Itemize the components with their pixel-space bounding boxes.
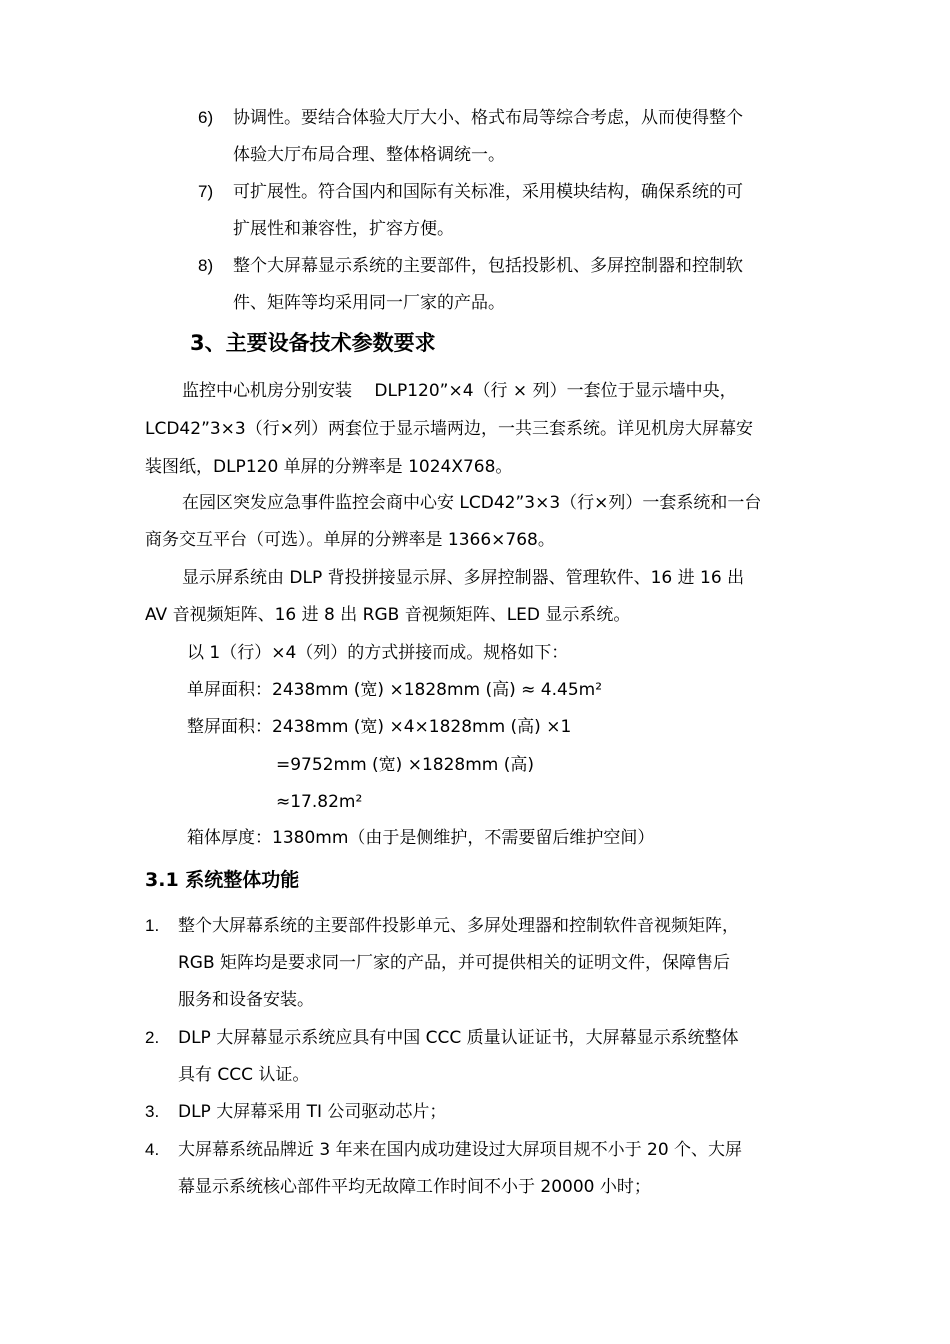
list-text: DLP 大屏幕显示系统应具有中国 CCC 质量认证证书，大屏幕显示系统整体 — [178, 1028, 739, 1048]
list-number: 1. — [145, 916, 160, 935]
paragraph-line: LCD42”3×3（行×列）两套位于显示墙两边，一共三套系统。详见机房大屏幕安 — [145, 419, 753, 439]
list-number: 4. — [145, 1140, 160, 1159]
list-text: 服务和设备安装。 — [178, 990, 314, 1010]
list-text: 幕显示系统核心部件平均无故障工作时间不小于 20000 小时； — [178, 1177, 651, 1197]
paragraph-line: =9752mm (宽) ×1828mm (高) — [276, 755, 534, 775]
list-text: DLP 大屏幕采用 TI 公司驱动芯片； — [178, 1102, 447, 1122]
list-text: 扩展性和兼容性，扩容方便。 — [233, 219, 454, 239]
list-text: 件、矩阵等均采用同一厂家的产品。 — [233, 293, 505, 313]
paragraph-line: 商务交互平台（可选）。单屏的分辨率是 1366×768。 — [145, 530, 555, 550]
list-text: RGB 矩阵均是要求同一厂家的产品，并可提供相关的证明文件，保障售后 — [178, 953, 731, 973]
list-number: 3. — [145, 1102, 160, 1121]
paragraph-line: ≈17.82m² — [276, 792, 363, 812]
list-text: 可扩展性。符合国内和国际有关标准，采用模块结构，确保系统的可 — [233, 182, 743, 202]
list-text: 整个大屏幕显示系统的主要部件，包括投影机、多屏控制器和控制软 — [233, 256, 743, 276]
paragraph-line: 整屏面积：2438mm (宽) ×4×1828mm (高) ×1 — [187, 717, 572, 737]
subsection-heading: 3.1 系统整体功能 — [145, 869, 300, 891]
list-number: 7) — [198, 182, 214, 201]
list-text: 整个大屏幕系统的主要部件投影单元、多屏处理器和控制软件音视频矩阵， — [178, 916, 739, 936]
list-text: 大屏幕系统品牌近 3 年来在国内成功建设过大屏项目规不小于 20 个、大屏 — [178, 1140, 743, 1160]
paragraph-line: 显示屏系统由 DLP 背投拼接显示屏、多屏控制器、管理软件、16 进 16 出 — [182, 568, 745, 588]
paragraph-line: 以 1（行）×4（列）的方式拼接而成。规格如下： — [187, 643, 569, 663]
list-text: 体验大厅布局合理、整体格调统一。 — [233, 145, 505, 165]
section-heading: 3、主要设备技术参数要求 — [190, 331, 436, 355]
paragraph-line: 单屏面积：2438mm (宽) ×1828mm (高) ≈ 4.45m² — [187, 680, 603, 700]
list-text: 具有 CCC 认证。 — [178, 1065, 310, 1085]
list-number: 6) — [198, 108, 214, 127]
list-number: 2. — [145, 1028, 160, 1047]
paragraph-line: 箱体厚度：1380mm（由于是侧维护，不需要留后维护空间） — [187, 828, 655, 848]
paragraph-line: AV 音视频矩阵、16 进 8 出 RGB 音视频矩阵、LED 显示系统。 — [145, 605, 631, 625]
list-text: 协调性。要结合体验大厅大小、格式布局等综合考虑，从而使得整个 — [233, 108, 743, 128]
paragraph-line: 在园区突发应急事件监控会商中心安 LCD42”3×3（行×列）一套系统和一台 — [182, 493, 762, 513]
paragraph-line: 装图纸，DLP120 单屏的分辨率是 1024X768。 — [145, 457, 513, 477]
list-number: 8) — [198, 256, 214, 275]
paragraph-line: 监控中心机房分别安装 DLP120”×4（行 × 列）一套位于显示墙中央， — [182, 381, 737, 401]
